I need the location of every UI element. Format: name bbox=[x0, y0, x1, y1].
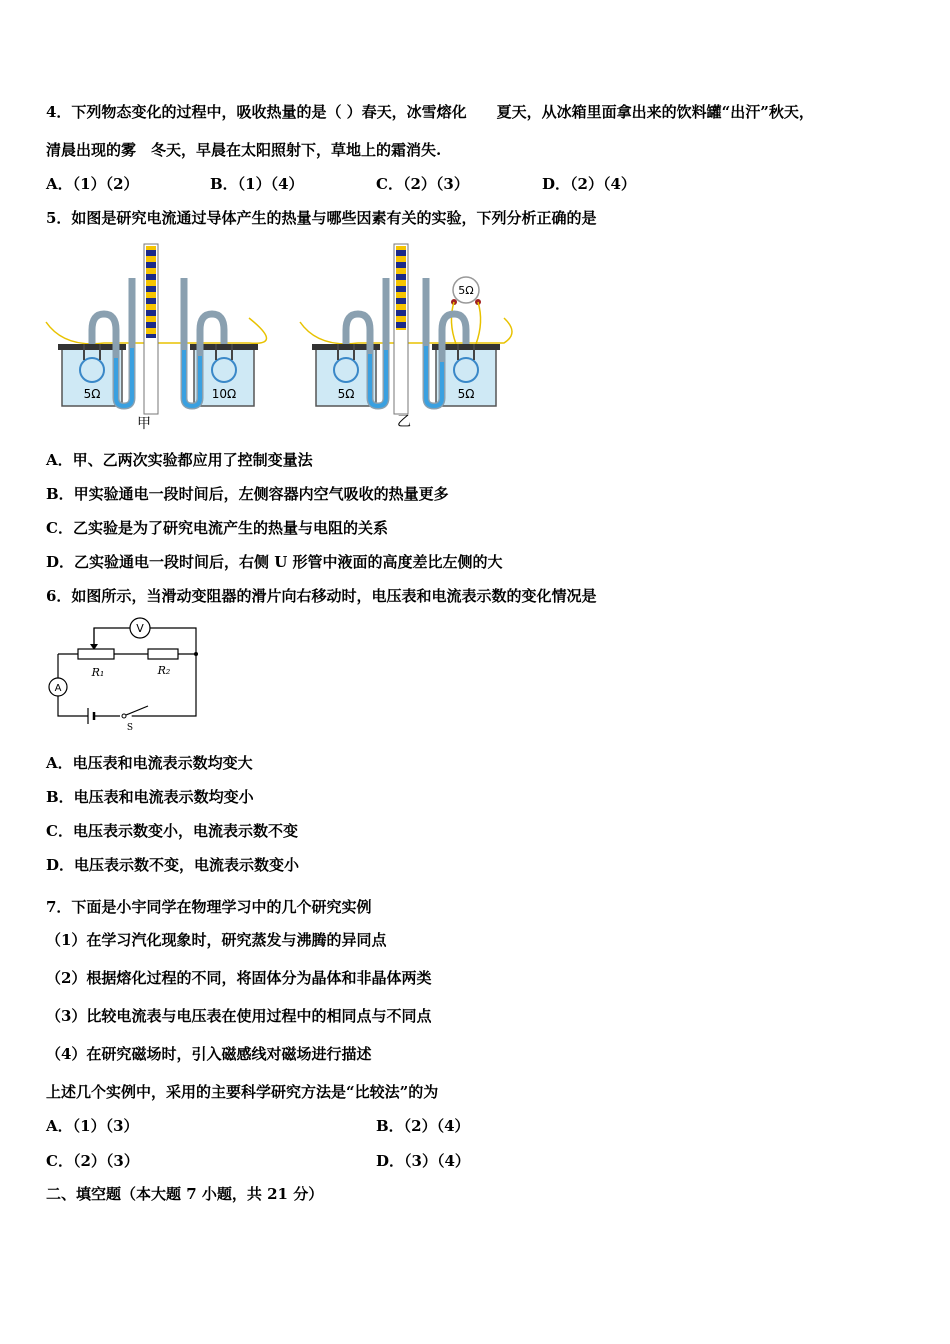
jia-scale bbox=[146, 246, 156, 338]
q4-stem-line1: 4．下列物态变化的过程中，吸收热量的是（ ）春天，冰雪熔化 夏天，从冰箱里面拿出来的饮料罐“出汗”秋天， bbox=[46, 103, 814, 121]
q7-stem: 7．下面是小宇同学在物理学习中的几个研究实例 bbox=[46, 898, 372, 916]
yi-left-resistor-label: 5Ω bbox=[337, 387, 355, 401]
q6-stem: 6．如图所示，当滑动变阻器的滑片向右移动时，电压表和电流表示数的变化情况是 bbox=[46, 587, 597, 605]
q7-question: 上述几个实例中，采用的主要科学研究方法是“比较法”的为 bbox=[46, 1083, 439, 1101]
q7-option-d: D．（3）（4） bbox=[376, 1152, 470, 1170]
q7-option-c: C．（2）（3） bbox=[46, 1152, 139, 1170]
jia-right-resistor-label: 10Ω bbox=[211, 387, 237, 401]
q7-item-2: （2）根据熔化过程的不同，将固体分为晶体和非晶体两类 bbox=[46, 969, 432, 987]
jia-caption: 甲 bbox=[137, 416, 151, 432]
q6-option-b: B．电压表和电流表示数均变小 bbox=[46, 788, 254, 806]
q7-item-1: （1）在学习汽化现象时，研究蒸发与沸腾的异同点 bbox=[46, 931, 387, 949]
yi-scale bbox=[396, 246, 406, 330]
ammeter-label: A bbox=[54, 683, 62, 694]
yi-caption: 乙 bbox=[397, 414, 411, 430]
r1-resistor bbox=[78, 649, 114, 659]
q7-item-3: （3）比较电流表与电压表在使用过程中的相同点与不同点 bbox=[46, 1007, 432, 1025]
yi-external-resistor-label: 5Ω bbox=[458, 284, 474, 297]
q4-option-a: A．（1）（2） bbox=[46, 175, 139, 193]
jia-left-resistor-label: 5Ω bbox=[83, 387, 101, 401]
q5-figure bbox=[44, 238, 514, 438]
q5-option-a: A．甲、乙两次实验都应用了控制变量法 bbox=[46, 451, 313, 469]
q4-option-b: B．（1）（4） bbox=[210, 175, 304, 193]
q7-option-b: B．（2）（4） bbox=[376, 1117, 470, 1135]
section-2-heading: 二、填空题（本大题 7 小题，共 21 分） bbox=[46, 1185, 324, 1203]
yi-right-resistor-label: 5Ω bbox=[457, 387, 475, 401]
q5-option-b: B．甲实验通电一段时间后，左侧容器内空气吸收的热量更多 bbox=[46, 485, 449, 503]
switch-label: S bbox=[126, 723, 134, 733]
r2-resistor bbox=[148, 649, 178, 659]
q6-option-d: D．电压表示数不变，电流表示数变小 bbox=[46, 856, 300, 874]
q5-option-c: C．乙实验是为了研究电流产生的热量与电阻的关系 bbox=[46, 519, 388, 537]
q7-option-a: A．（1）（3） bbox=[46, 1117, 139, 1135]
q4-option-d: D．（2）（4） bbox=[542, 175, 636, 193]
apparatus-yi bbox=[300, 244, 512, 430]
q5-option-d: D．乙实验通电一段时间后，右侧 U 形管中液面的高度差比左侧的大 bbox=[46, 553, 503, 571]
r2-label: R₂ bbox=[157, 664, 171, 677]
r1-label: R₁ bbox=[91, 666, 105, 679]
q6-option-a: A．电压表和电流表示数均变大 bbox=[46, 754, 253, 772]
q7-item-4: （4）在研究磁场时，引入磁感线对磁场进行描述 bbox=[46, 1045, 372, 1063]
q4-option-c: C．（2）（3） bbox=[376, 175, 469, 193]
q6-circuit-figure bbox=[44, 616, 214, 736]
q5-stem: 5．如图是研究电流通过导体产生的热量与哪些因素有关的实验，下列分析正确的是 bbox=[46, 209, 597, 227]
voltmeter-label: V bbox=[136, 622, 144, 635]
apparatus-jia bbox=[46, 244, 267, 432]
q4-stem-line2: 清晨出现的雾 冬天，早晨在太阳照射下，草地上的霜消失. bbox=[46, 141, 442, 159]
q6-option-c: C．电压表示数变小，电流表示数不变 bbox=[46, 822, 298, 840]
switch-icon bbox=[122, 714, 126, 718]
